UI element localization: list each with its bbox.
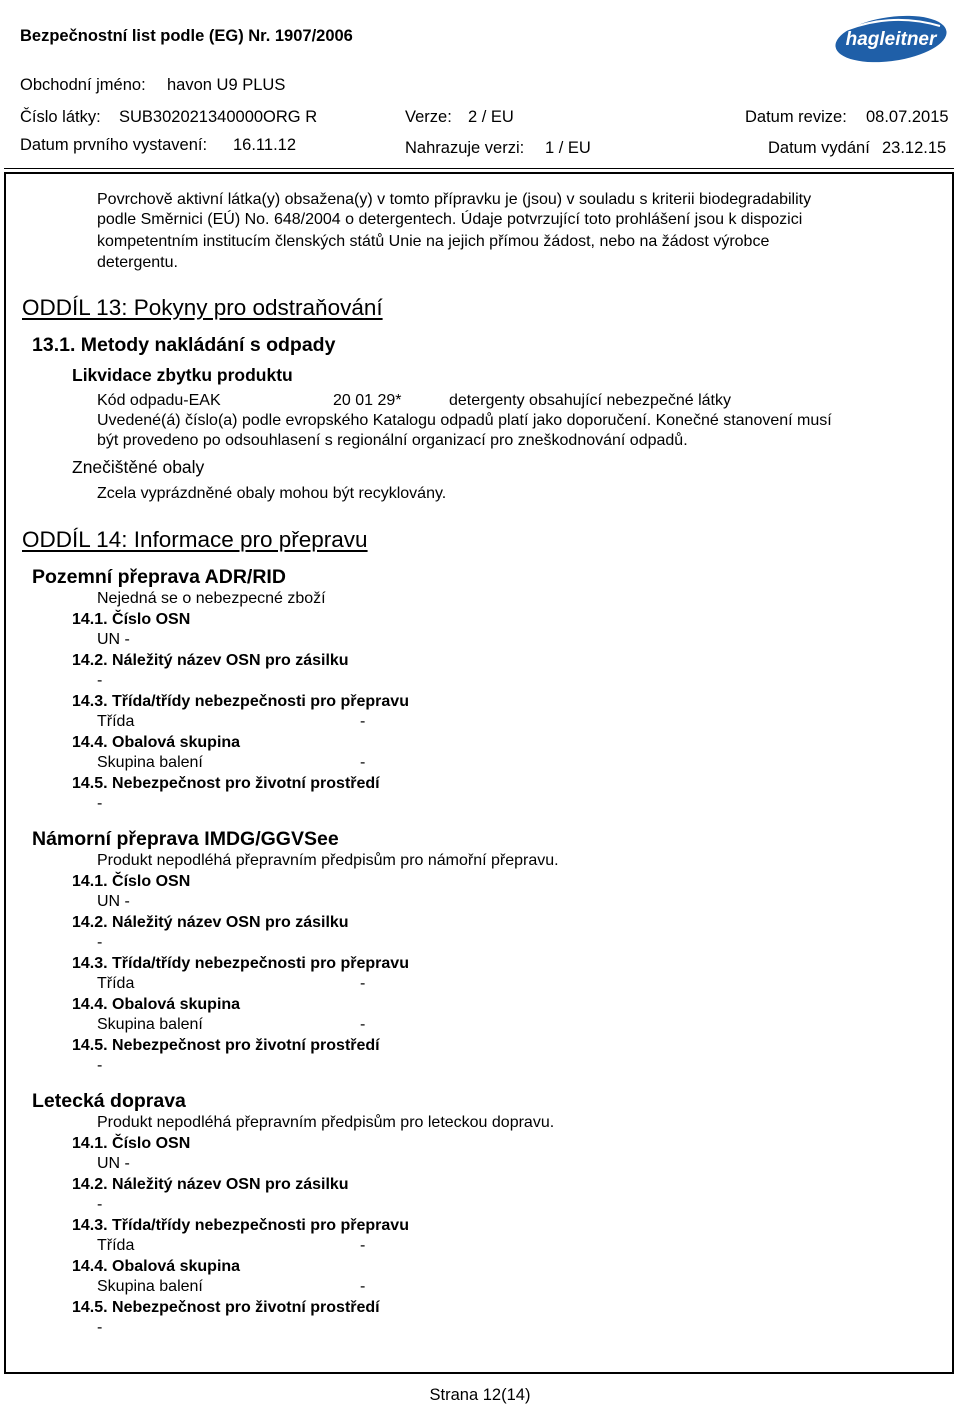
issue-date-label: Datum vydání bbox=[768, 139, 870, 157]
un-number-value: UN - bbox=[97, 1155, 130, 1172]
waste-note: Uvedené(á) číslo(a) podle evropského Katalogu odpadů platí jako doporučení. Konečné stanovení musí bbox=[97, 412, 832, 429]
shipping-name-value: - bbox=[97, 934, 103, 951]
environmental-hazard-value: - bbox=[97, 795, 103, 812]
transport-statement: Produkt nepodléhá přepravním předpisům pro námořní přepravu. bbox=[97, 852, 559, 869]
intro-line: detergentu. bbox=[97, 254, 178, 271]
section-13-1-title: 13.1. Metody nakládání s odpady bbox=[32, 334, 336, 356]
hagleitner-logo bbox=[832, 12, 950, 64]
page-number: Strana 12(14) bbox=[429, 1386, 531, 1404]
document-title: Bezpečnostní list podle (EG) Nr. 1907/2006 bbox=[20, 27, 353, 45]
trade-name-label: Obchodní jméno: bbox=[20, 76, 146, 94]
intro-line: podle Směrnici (EÚ) No. 648/2004 o detergentech. Údaje potvrzující toto prohlášení jsou k dispozici bbox=[97, 211, 803, 228]
substance-no: SUB302021340000ORG R bbox=[119, 108, 318, 126]
trade-name: havon U9 PLUS bbox=[167, 76, 286, 94]
packing-group-key: Skupina balení bbox=[97, 754, 203, 771]
transport-statement: Nejedná se o nebezpecné zboží bbox=[97, 590, 326, 607]
environmental-hazard-label: 14.5. Nebezpečnost pro životní prostředí bbox=[72, 1037, 380, 1054]
packaging-title: Znečištěné obaly bbox=[72, 457, 205, 477]
environmental-hazard-label: 14.5. Nebezpečnost pro životní prostředí bbox=[72, 775, 380, 792]
version: 2 / EU bbox=[468, 108, 514, 126]
intro-line: kompetentním institucím členských států Unie na jejich přímou žádost, nebo na žádost výrobce bbox=[97, 233, 770, 250]
section-13-title: ODDÍL 13: Pokyny pro odstraňování bbox=[22, 295, 383, 320]
intro-line: Povrchově aktivní látka(y) obsažena(y) v tomto přípravku je (jsou) v souladu s kriterii biodegradability bbox=[97, 191, 812, 208]
waste-code-label: Kód odpadu-EAK bbox=[97, 392, 221, 409]
hazard-class-key: Třída bbox=[97, 713, 135, 730]
environmental-hazard-value: - bbox=[97, 1057, 103, 1074]
packing-group-value: - bbox=[360, 1278, 366, 1295]
substance-no-label: Číslo látky: bbox=[20, 108, 101, 126]
packing-group-label: 14.4. Obalová skupina bbox=[72, 1258, 241, 1275]
hazard-class-label: 14.3. Třída/třídy nebezpečnosti pro přepravu bbox=[72, 1217, 409, 1234]
replaces-label: Nahrazuje verzi: bbox=[405, 139, 525, 157]
version-label: Verze: bbox=[405, 108, 452, 126]
shipping-name-value: - bbox=[97, 1196, 103, 1213]
section-14-title: ODDÍL 14: Informace pro přepravu bbox=[22, 527, 368, 552]
un-number-value: UN - bbox=[97, 893, 130, 910]
hazard-class-value: - bbox=[360, 713, 366, 730]
logo-text: hagleitner bbox=[845, 29, 937, 50]
hazard-class-key: Třída bbox=[97, 975, 135, 992]
un-number-label: 14.1. Číslo OSN bbox=[72, 611, 191, 628]
packing-group-value: - bbox=[360, 1016, 366, 1033]
shipping-name-label: 14.2. Náležitý název OSN pro zásilku bbox=[72, 652, 349, 669]
packing-group-label: 14.4. Obalová skupina bbox=[72, 734, 241, 751]
shipping-name-label: 14.2. Náležitý název OSN pro zásilku bbox=[72, 914, 349, 931]
environmental-hazard-value: - bbox=[97, 1319, 103, 1336]
un-number-label: 14.1. Číslo OSN bbox=[72, 1135, 191, 1152]
residue-title: Likvidace zbytku produktu bbox=[72, 365, 293, 385]
transport-statement: Produkt nepodléhá přepravním předpisům pro leteckou dopravu. bbox=[97, 1114, 555, 1131]
hazard-class-value: - bbox=[360, 975, 366, 992]
transport-mode-title: Letecká doprava bbox=[32, 1090, 186, 1112]
un-number-label: 14.1. Číslo OSN bbox=[72, 873, 191, 890]
packaging-text: Zcela vyprázdněné obaly mohou být recyklovány. bbox=[97, 485, 447, 502]
transport-mode-title: Námorní přeprava IMDG/GGVSee bbox=[32, 828, 339, 850]
hazard-class-label: 14.3. Třída/třídy nebezpečnosti pro přepravu bbox=[72, 693, 409, 710]
transport-mode-title: Pozemní přeprava ADR/RID bbox=[32, 566, 286, 588]
hazard-class-label: 14.3. Třída/třídy nebezpečnosti pro přepravu bbox=[72, 955, 409, 972]
waste-code: 20 01 29* bbox=[333, 392, 402, 409]
waste-description: detergenty obsahující nebezpečné látky bbox=[449, 392, 731, 409]
shipping-name-value: - bbox=[97, 672, 103, 689]
header-divider bbox=[4, 168, 954, 169]
packing-group-label: 14.4. Obalová skupina bbox=[72, 996, 241, 1013]
shipping-name-label: 14.2. Náležitý název OSN pro zásilku bbox=[72, 1176, 349, 1193]
environmental-hazard-label: 14.5. Nebezpečnost pro životní prostředí bbox=[72, 1299, 380, 1316]
un-number-value: UN - bbox=[97, 631, 130, 648]
hazard-class-value: - bbox=[360, 1237, 366, 1254]
replaces: 1 / EU bbox=[545, 139, 591, 157]
revision-date-label: Datum revize: bbox=[745, 108, 847, 126]
packing-group-value: - bbox=[360, 754, 366, 771]
issue-date: 23.12.15 bbox=[882, 139, 947, 157]
packing-group-key: Skupina balení bbox=[97, 1016, 203, 1033]
first-issue-label: Datum prvního vystavení: bbox=[20, 136, 208, 154]
hazard-class-key: Třída bbox=[97, 1237, 135, 1254]
first-issue: 16.11.12 bbox=[233, 136, 297, 154]
revision-date: 08.07.2015 bbox=[866, 108, 949, 126]
waste-note: být provedeno po odsouhlasení s regionální organizací pro zneškodnování odpadů. bbox=[97, 432, 688, 449]
packing-group-key: Skupina balení bbox=[97, 1278, 203, 1295]
